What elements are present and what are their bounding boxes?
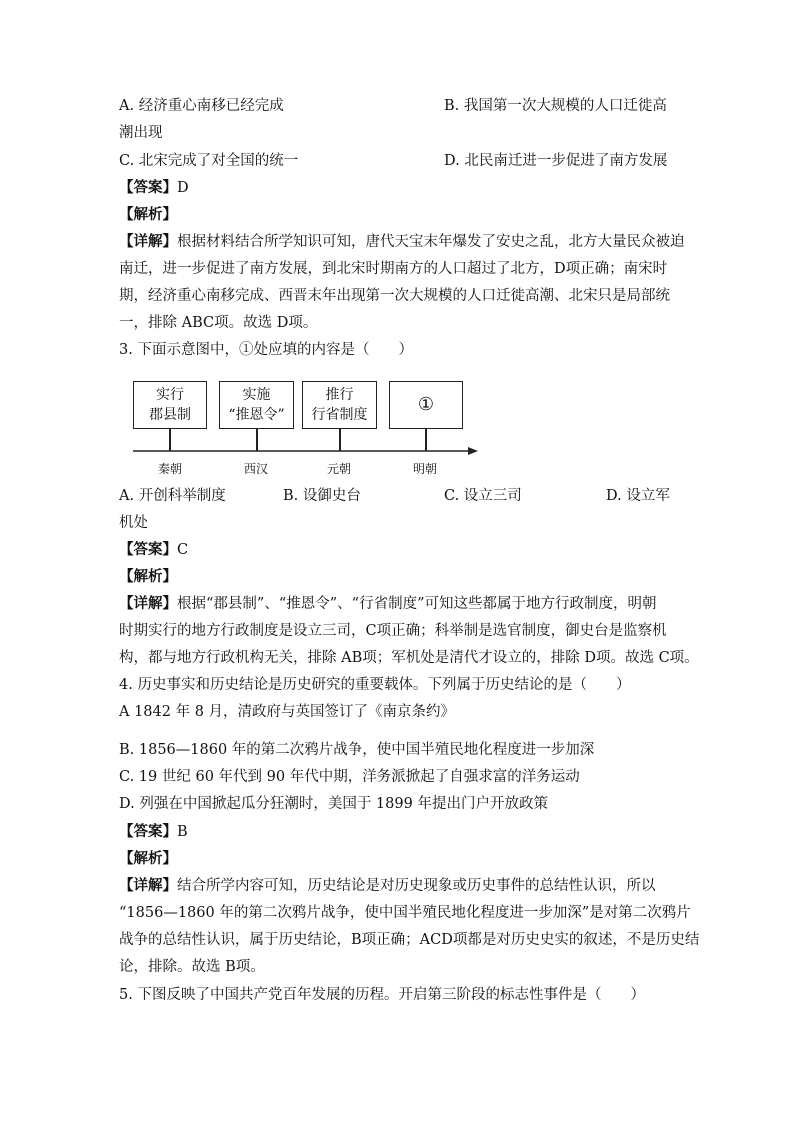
q2-detail-line-2: 南迁，进一步促进了南方发展，到北宋时期南方的人口超过了北方，D项正确；南宋时: [119, 261, 668, 277]
q4-detail-line-4: 论，排除。故选 B项。: [119, 959, 265, 975]
q2-option-d[interactable]: D. 北民南迁进一步促进了南方发展: [444, 153, 668, 169]
q4-detail-line-2: “1856—1860 年的第二次鸦片战争，使中国半殖民地化程度进一步加深”是对第二次鸦片: [119, 905, 691, 921]
q4-detail-line-3: 战争的总结性认识，属于历史结论，B项正确；ACD项都是对历史史实的叙述，不是历史结: [119, 932, 700, 948]
q4-option-d[interactable]: D. 列强在中国掀起瓜分狂潮时，美国于 1899 年提出门户开放政策: [119, 796, 548, 812]
box-2-line-2: “推恩令”: [228, 407, 285, 423]
q3-detail-line-1: [119, 594, 656, 614]
diagram-box-blank: [389, 381, 463, 429]
answer-label: 【答案】: [119, 823, 177, 840]
q4-analysis-label: 【解析】: [119, 850, 177, 867]
q2-option-c[interactable]: C. 北宋完成了对全国的统一: [119, 153, 299, 169]
q3-detail-line-3: 构，都与地方行政机构无关，排除 AB项；军机处是清代才设立的，排除 D项。故选 C项。: [119, 650, 699, 666]
detail-label: 【详解】: [119, 595, 177, 612]
q3-option-a[interactable]: A. 开创科举制度: [119, 488, 226, 504]
q3-option-d[interactable]: D. 设立军: [606, 488, 670, 504]
q3-analysis-label: 【解析】: [119, 568, 177, 585]
dynasty-label-2: 西汉: [243, 462, 268, 476]
q2-option-b-continued: 潮出现: [119, 125, 163, 141]
q2-analysis-label: 【解析】: [119, 206, 177, 223]
q2-option-a[interactable]: A. 经济重心南移已经完成: [119, 98, 284, 114]
q4-detail-line-1: [119, 876, 656, 896]
q5-stem: 5. 下图反映了中国共产党百年发展的历程。开启第三阶段的标志性事件是（ ）: [119, 987, 645, 1003]
q3-option-c[interactable]: C. 设立三司: [444, 488, 522, 504]
box-1-line-2: 郡县制: [149, 407, 191, 423]
box-4-line-1: ①: [417, 394, 435, 415]
dynasty-label-3: 元朝: [326, 462, 351, 476]
answer-label: 【答案】: [119, 179, 177, 196]
q2-detail-line-4: 一，排除 ABC项。故选 D项。: [119, 315, 318, 331]
answer-value: B: [177, 824, 188, 840]
dynasty-label-1: 秦朝: [157, 462, 182, 476]
diagram-box-2: [219, 381, 294, 429]
q3-option-b[interactable]: B. 设御史台: [283, 488, 361, 504]
q4-stem: 4. 历史事实和历史结论是历史研究的重要载体。下列属于历史结论的是（ ）: [119, 677, 631, 693]
answer-value: D: [177, 180, 189, 196]
box-2-line-1: 实施: [242, 387, 271, 403]
q3-option-d-continued: 机处: [119, 515, 148, 531]
box-3-line-1: 推行: [325, 387, 354, 403]
timeline-arrow: [130, 443, 480, 459]
q3-detail-line-2: 时期实行的地方行政制度是设立三司，C项正确；科举制是选官制度，御史台是监察机: [119, 623, 667, 639]
detail-label: 【详解】: [119, 233, 177, 250]
detail-label: 【详解】: [119, 877, 177, 894]
q4-answer: [119, 822, 188, 842]
q3-answer: [119, 540, 188, 560]
box-1-line-1: 实行: [156, 387, 184, 403]
answer-value: C: [177, 542, 189, 558]
q4-option-c[interactable]: C. 19 世纪 60 年代到 90 年代中期，洋务派掀起了自强求富的洋务运动: [119, 769, 580, 785]
q4-option-b[interactable]: B. 1856—1860 年的第二次鸦片战争，使中国半殖民地化程度进一步加深: [119, 742, 595, 758]
box-3-line-2: 行省制度: [311, 407, 368, 423]
dynasty-label-4: 明朝: [412, 462, 437, 476]
detail-text: 根据“郡县制”、“推恩令”、“行省制度”可知这些都属于地方行政制度，明朝: [177, 596, 657, 612]
detail-text: 根据材料结合所学知识可知，唐代天宝末年爆发了安史之乱，北方大量民众被迫: [177, 234, 685, 250]
diagram-box-3: [302, 381, 377, 429]
detail-text: 结合所学内容可知，历史结论是对历史现象或历史事件的总结性认识，所以: [177, 878, 656, 894]
answer-label: 【答案】: [119, 541, 177, 558]
diagram-box-1: [133, 381, 207, 429]
q2-detail-line-3: 期，经济重心南移完成、西晋末年出现第一次大规模的人口迁徙高潮、北宋只是局部统: [119, 288, 670, 304]
q2-answer: [119, 178, 189, 198]
q2-detail-line-1: [119, 232, 685, 252]
q4-option-a[interactable]: A 1842 年 8 月，清政府与英国签订了《南京条约》: [119, 704, 456, 720]
q3-stem: 3. 下面示意图中，①处应填的内容是（ ）: [119, 342, 413, 358]
q2-option-b[interactable]: B. 我国第一次大规模的人口迁徙高: [444, 98, 667, 114]
